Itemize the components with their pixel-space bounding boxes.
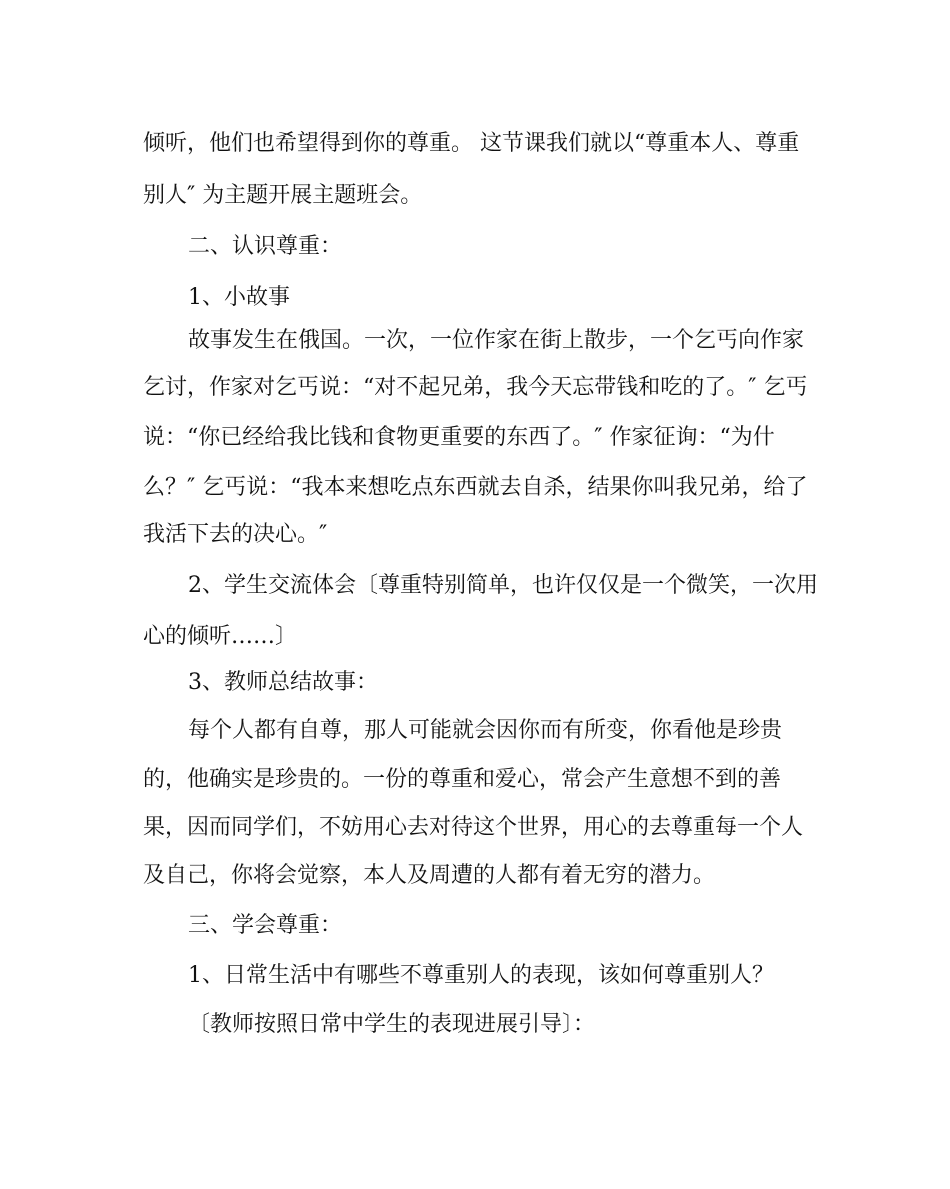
subsection-heading: 1、小故事	[188, 285, 290, 310]
paragraph-line: 乞讨，作家对乞丐说：“对不起兄弟，我今天忘带钱和吃的了。″ 乞丐	[143, 375, 808, 400]
subsection-heading: 3、教师总结故事：	[188, 670, 378, 695]
paragraph-line: 1、日常生活中有哪些不尊重别人的表现，该如何尊重别人？	[188, 963, 774, 988]
paragraph-line: 故事发生在俄国。一次，一位作家在街上散步，一个乞丐向作家	[188, 328, 805, 353]
paragraph-line: 〔教师按照日常中学生的表现进展引导〕：	[188, 1012, 596, 1037]
paragraph-line: 倾听，他们也希望得到你的尊重。 这节课我们就以“尊重本人、尊重	[143, 131, 800, 156]
paragraph-line: 说：“你已经给我比钱和食物更重要的东西了。″ 作家征询：“为什	[143, 425, 775, 450]
section-heading: 二、认识尊重：	[188, 234, 343, 259]
paragraph-line: 我活下去的决心。″	[143, 522, 328, 547]
paragraph-line: 么？″ 乞丐说：“我本来想吃点东西就去自杀，结果你叫我兄弟，给了	[143, 475, 808, 500]
section-heading: 三、学会尊重：	[188, 913, 343, 938]
paragraph-line: 果，因而同学们，不妨用心去对待这个世界，用心的去尊重每一个人	[143, 815, 804, 840]
paragraph-line: 每个人都有自尊，那人可能就会因你而有所变，你看他是珍贵	[188, 718, 783, 743]
paragraph-line: 的，他确实是珍贵的。一份的尊重和爱心，常会产生意想不到的善	[143, 767, 782, 792]
paragraph-line: 2、学生交流体会〔尊重特别简单，也许仅仅是一个微笑，一次用	[188, 573, 818, 598]
paragraph-line: 别人″ 为主题开展主题班会。	[143, 183, 423, 208]
paragraph-line: 心的倾听……〕	[143, 624, 298, 649]
paragraph-line: 及自己，你将会觉察，本人及周遭的人都有着无穷的潜力。	[143, 863, 716, 888]
